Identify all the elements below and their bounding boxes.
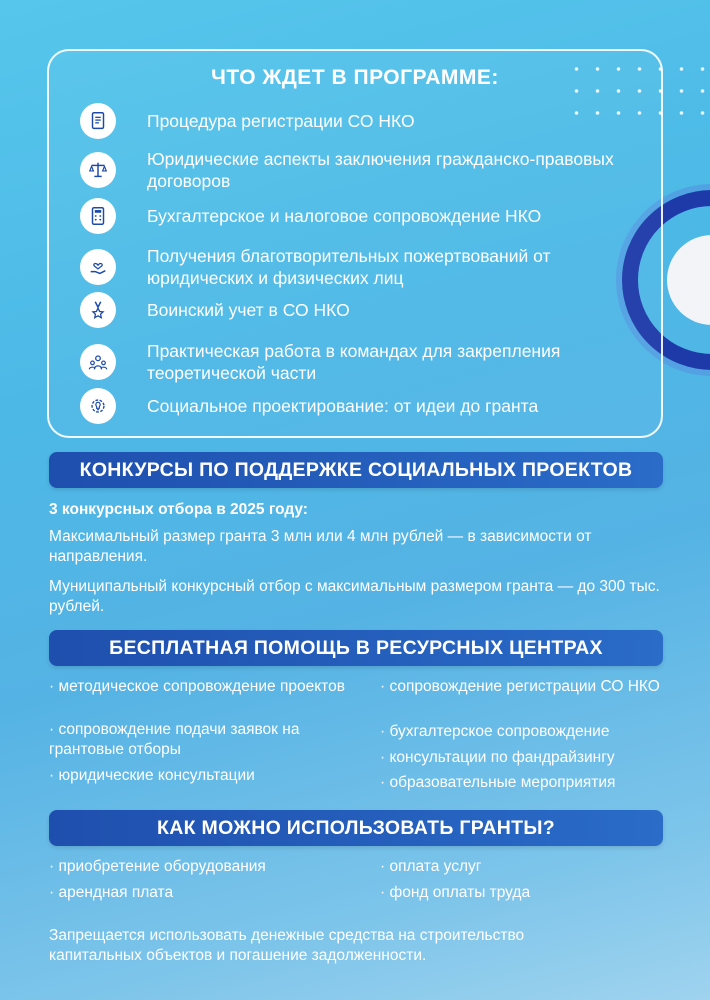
program-item-text: Воинский учет в СО НКО (147, 300, 350, 320)
program-item-text: Процедура регистрации СО НКО (147, 111, 415, 131)
scales-icon (80, 152, 116, 188)
grants-list-item: · арендная плата (49, 884, 174, 901)
help-list-item: · образовательные мероприятия (380, 774, 616, 791)
team-icon (80, 344, 116, 380)
program-item (80, 292, 627, 328)
program-item (80, 245, 627, 289)
contests-subtitle: 3 конкурсных отбора в 2025 году: (49, 501, 308, 518)
grants-note: Запрещается использовать денежные средства на строительство капитальных объектов и погашение задолженности. (49, 927, 525, 964)
program-item-text: Юридические аспекты заключения гражданско-правовых договоров (147, 149, 614, 191)
donation-hand-icon (80, 249, 116, 285)
contests-paragraph-1: Максимальный размер гранта 3 млн или 4 млн рублей — в зависимости от направления. (49, 528, 592, 565)
program-item (80, 340, 627, 384)
calculator-icon (80, 198, 116, 234)
program-item (80, 148, 627, 192)
help-list-item: · сопровождение регистрации СО НКО (380, 678, 660, 695)
help-banner: БЕСПЛАТНАЯ ПОМОЩЬ В РЕСУРСНЫХ ЦЕНТРАХ (49, 630, 663, 666)
grants-banner: КАК МОЖНО ИСПОЛЬЗОВАТЬ ГРАНТЫ? (49, 810, 663, 846)
program-title: ЧТО ЖДЕТ В ПРОГРАММЕ: (211, 66, 499, 89)
contests-paragraph-2: Муниципальный конкурсный отбор с максимальным размером гранта — до 300 тыс. рублей. (49, 578, 660, 615)
program-item (80, 198, 627, 234)
help-list-item: · методическое сопровождение проектов (49, 678, 345, 695)
program-item-text: Получения благотворительных пожертвований от юридических и физических лиц (147, 246, 551, 288)
help-list-item: · консультации по фандрайзингу (380, 749, 615, 766)
program-item-text: Социальное проектирование: от идеи до гранта (147, 396, 539, 416)
grants-list-item: · оплата услуг (380, 858, 482, 875)
program-item-text: Бухгалтерское и налоговое сопровождение НКО (147, 206, 542, 226)
help-list-item: · сопровождение подачи заявок на грантовые отборы (49, 721, 300, 758)
program-item-text: Практическая работа в командах для закрепления теоретической части (147, 341, 561, 383)
program-item (80, 388, 627, 424)
help-list-item: · юридические консультации (49, 767, 255, 784)
help-list-item: · бухгалтерское сопровождение (380, 723, 610, 740)
idea-gear-icon (80, 388, 116, 424)
grants-list-item: · приобретение оборудования (49, 858, 266, 875)
grants-list-item: · фонд оплаты труда (380, 884, 531, 901)
contests-banner: КОНКУРСЫ ПО ПОДДЕРЖКЕ СОЦИАЛЬНЫХ ПРОЕКТОВ (49, 452, 663, 488)
medal-icon (80, 292, 116, 328)
program-item (80, 103, 627, 139)
document-icon (80, 103, 116, 139)
